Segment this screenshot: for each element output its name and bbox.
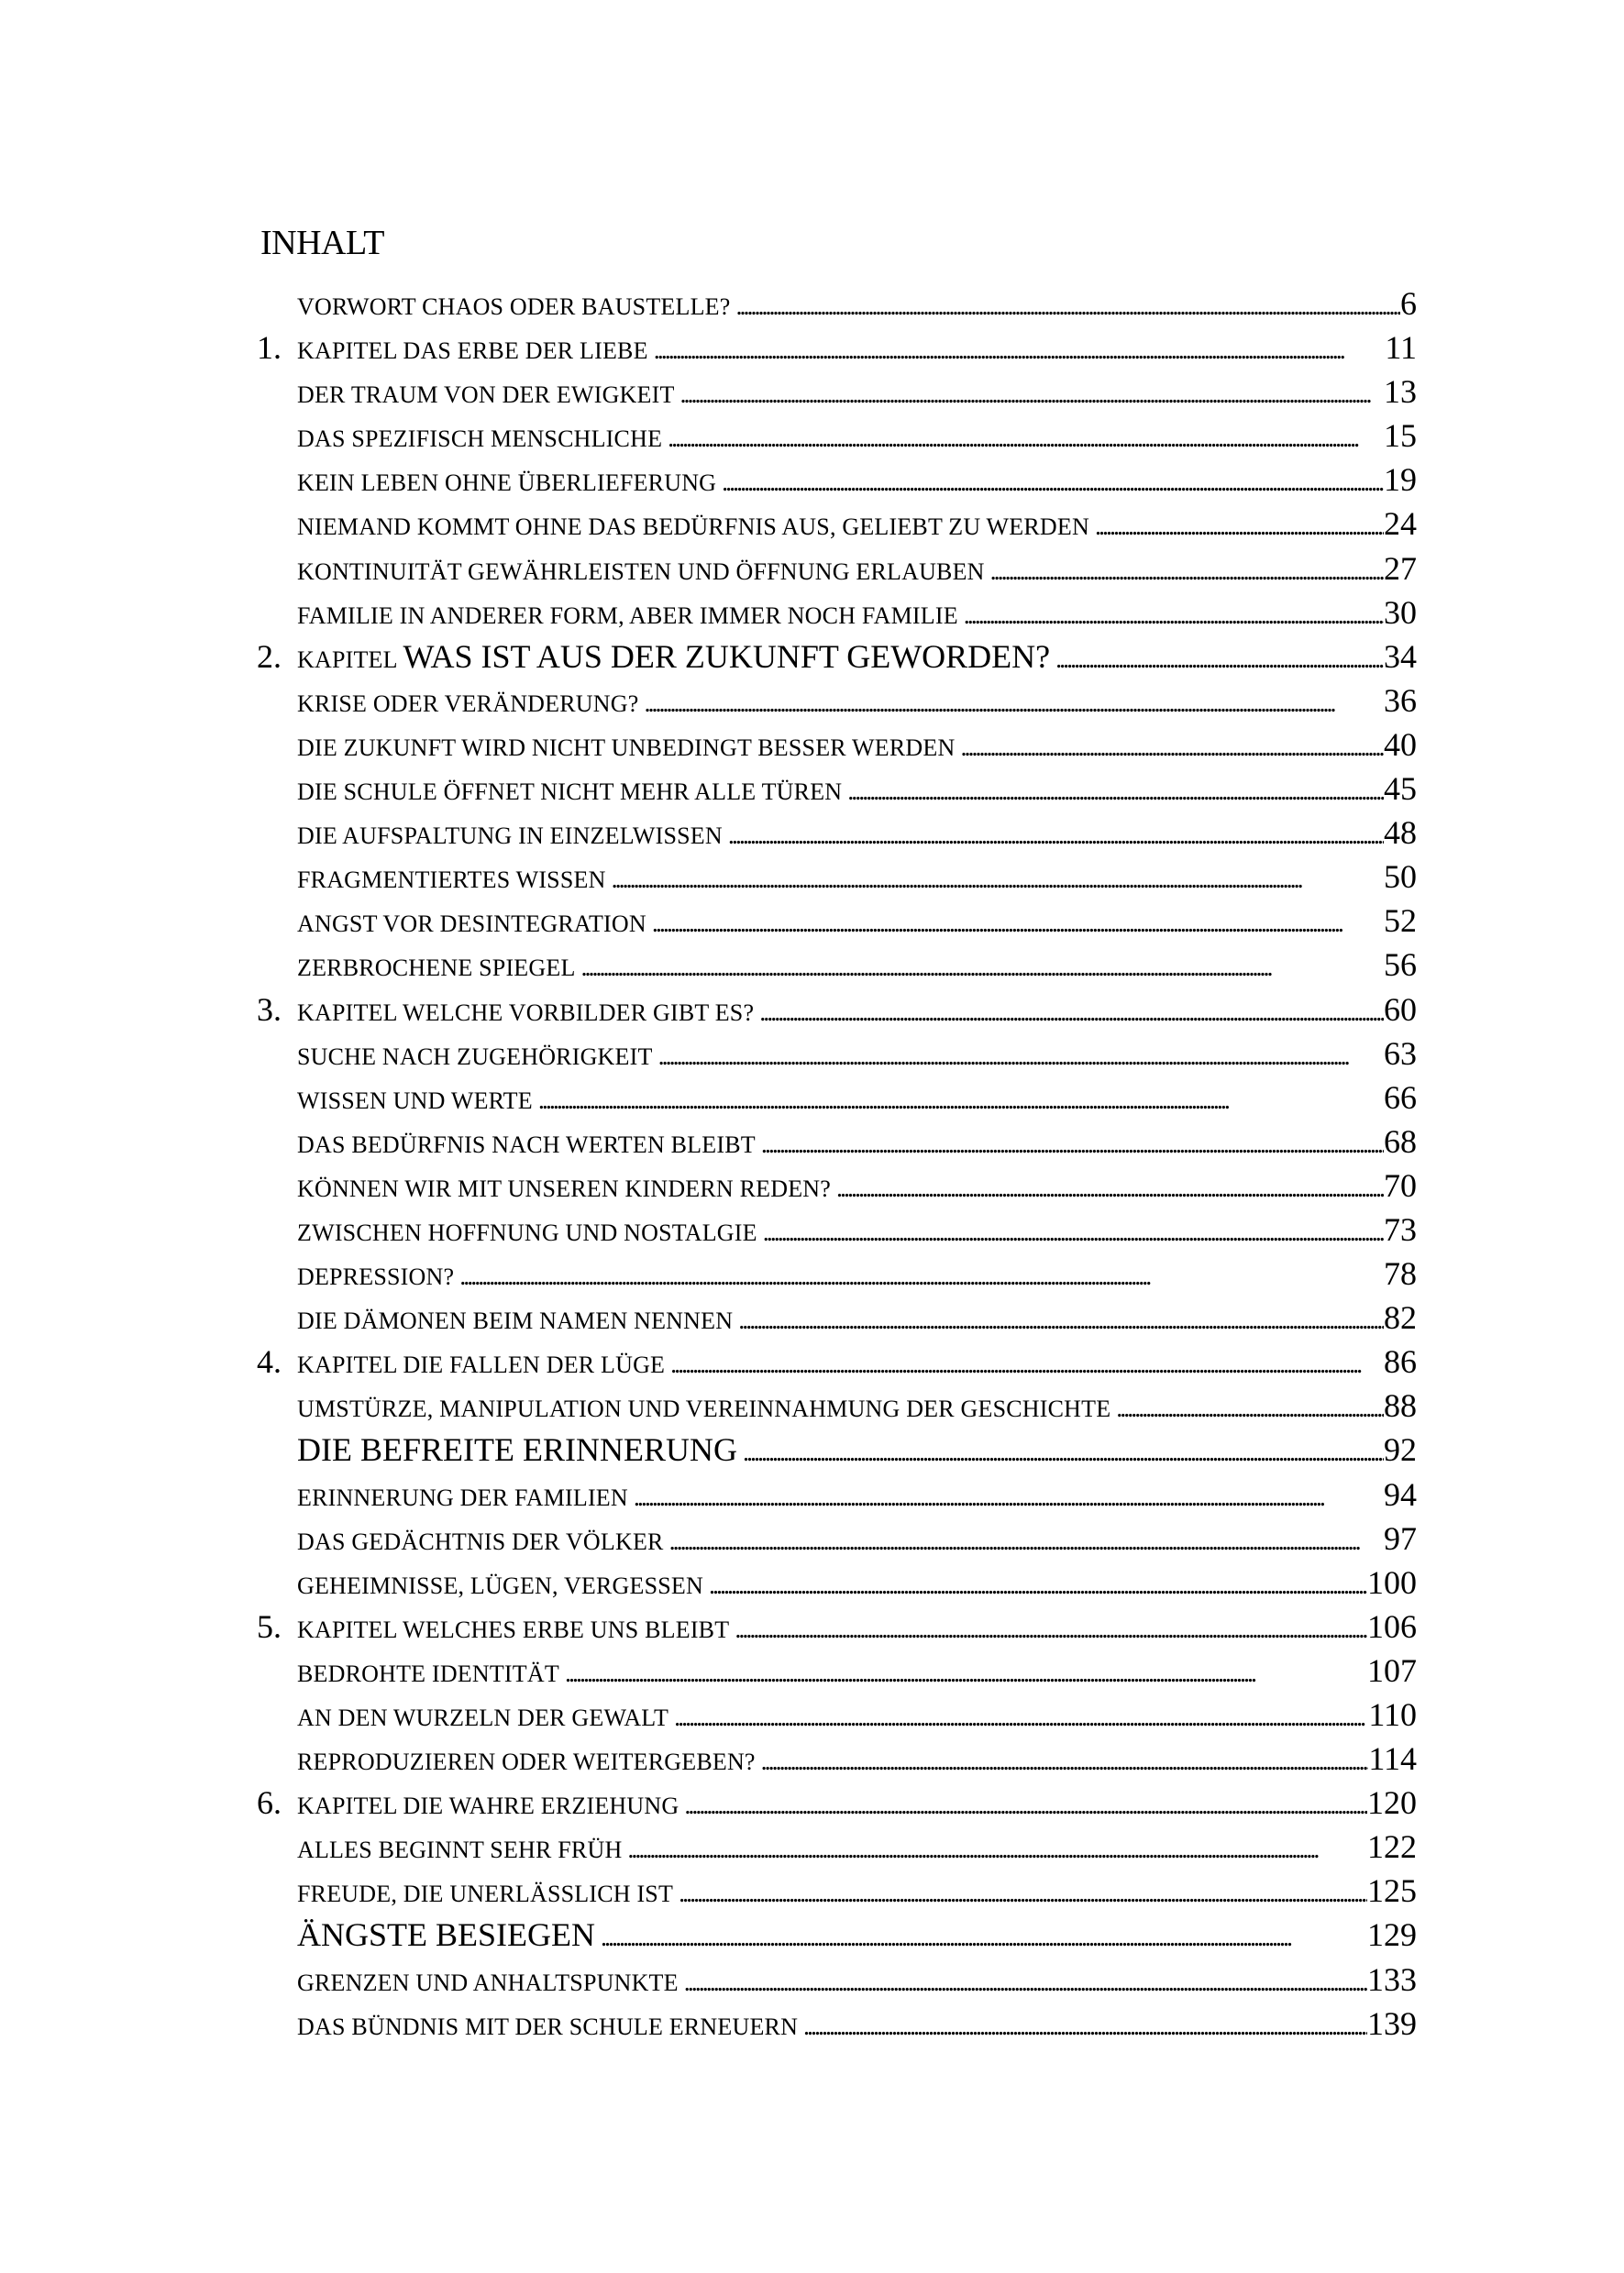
dot-leader (1089, 513, 1384, 542)
entry-title (297, 910, 646, 938)
toc-entry (257, 1607, 1417, 1651)
toc-entry (257, 1960, 1417, 2004)
entry-title-text: DEPRESSION? (297, 1263, 455, 1291)
entry-title-text: DAS ERBE DER LIEBE (403, 337, 648, 365)
entry-title-text: WISSEN UND WERTE (297, 1087, 533, 1114)
page-number: 13 (1384, 373, 1417, 411)
page-number: 129 (1367, 1916, 1417, 1954)
page-number: 56 (1384, 946, 1417, 984)
entry-title-text: SUCHE NACH ZUGEHÖRIGKEIT (297, 1043, 653, 1070)
entry-title (297, 690, 638, 718)
entry-title-text: WAS IST AUS DER ZUKUNFT GEWORDEN? (403, 637, 1051, 675)
entry-title (297, 469, 716, 497)
entry-title (297, 778, 842, 806)
dot-leader (756, 1748, 1369, 1777)
dot-leader (731, 292, 1401, 322)
entry-title-text: FREUDE, DIE UNERLÄSSLICH IST (297, 1881, 674, 1908)
dot-leader (622, 1836, 1367, 1865)
dot-leader (668, 1704, 1368, 1733)
toc-entry (257, 857, 1417, 901)
toc-entry (257, 1871, 1417, 1915)
chapter-label: KAPITEL (297, 999, 397, 1026)
entry-title (297, 1043, 653, 1071)
page-number: 60 (1384, 990, 1417, 1028)
entry-title-text: FAMILIE IN ANDERER FORM, ABER IMMER NOCH FAMILIE (297, 601, 958, 629)
page-number: 86 (1384, 1343, 1417, 1381)
entry-title (297, 1881, 673, 1908)
dot-leader (638, 690, 1384, 719)
page-number: 50 (1384, 858, 1417, 896)
page-number: 15 (1384, 417, 1417, 455)
toc-entry (257, 1122, 1417, 1166)
toc-entry (257, 681, 1417, 725)
toc-entry (257, 1783, 1417, 1827)
entry-title (297, 1430, 737, 1469)
page-number: 125 (1367, 1872, 1417, 1910)
dot-leader (757, 1219, 1384, 1248)
entry-title-text: DIE SCHULE ÖFFNET NICHT MEHR ALLE TÜREN (297, 778, 843, 806)
page-number: 92 (1384, 1431, 1417, 1469)
page-number: 114 (1368, 1740, 1417, 1778)
entry-title-text: ALLES BEGINNT SEHR FRÜH (297, 1837, 623, 1864)
toc-entry (257, 1166, 1417, 1210)
chapter-label: VORWORT (297, 293, 416, 320)
entry-title (297, 425, 662, 453)
entry-title-text: KRISE ODER VERÄNDERUNG? (297, 690, 639, 717)
page-number: 122 (1367, 1828, 1417, 1866)
page-number: 82 (1384, 1299, 1417, 1337)
toc-entry (257, 1563, 1417, 1607)
entry-title (297, 954, 576, 982)
toc-entry (257, 2004, 1417, 2048)
entry-title (297, 1749, 756, 1776)
entry-title-text: DIE WAHRE ERZIEHUNG (403, 1793, 679, 1820)
toc-entry (257, 945, 1417, 989)
toc-entry (257, 1078, 1417, 1122)
entry-title-text: DAS BEDÜRFNIS NACH WERTEN BLEIBT (297, 1131, 756, 1158)
toc-entry (257, 1827, 1417, 1871)
entry-title-text: DAS BÜNDNIS MIT DER SCHULE ERNEUERN (297, 2013, 799, 2040)
entry-title-text: NIEMAND KOMMT OHNE DAS BEDÜRFNIS AUS, GELIEBT ZU WERDEN (297, 513, 1089, 541)
dot-leader (1050, 645, 1384, 675)
entry-title (297, 1396, 1110, 1423)
toc-entry (257, 637, 1417, 681)
entry-title (297, 866, 606, 894)
entry-title (297, 1705, 668, 1732)
dot-leader (703, 1572, 1367, 1601)
page-number: 68 (1384, 1122, 1417, 1160)
entry-title (297, 1087, 533, 1115)
entry-title (297, 637, 1050, 676)
dot-leader (576, 954, 1384, 983)
entry-title (297, 1528, 664, 1556)
entry-title-text: REPRODUZIEREN ODER WEITERGEBEN? (297, 1749, 756, 1776)
dot-leader (679, 1792, 1367, 1821)
entry-title (297, 293, 731, 321)
page-number: 78 (1384, 1255, 1417, 1293)
entry-title-text: UMSTÜRZE, MANIPULATION UND VEREINNAHMUNG DER GESCHICHTE (297, 1396, 1111, 1423)
page-number: 133 (1367, 1960, 1417, 1998)
dot-leader (664, 1528, 1384, 1557)
entry-title (297, 1793, 679, 1820)
entry-title-text: ERINNERUNG DER FAMILIEN (297, 1484, 628, 1511)
entry-title-text: AN DEN WURZELN DER GEWALT (297, 1705, 669, 1731)
dot-leader (756, 1131, 1384, 1160)
dot-leader (733, 1307, 1384, 1336)
page-number: 52 (1384, 902, 1417, 940)
entry-title-text: KÖNNEN WIR MIT UNSEREN KINDERN REDEN? (297, 1175, 832, 1202)
toc-entry (257, 1739, 1417, 1783)
toc-entry (257, 769, 1417, 813)
toc-entry (257, 1475, 1417, 1519)
entry-title-text: WELCHE VORBILDER GIBT ES? (403, 999, 755, 1026)
dot-leader (559, 1660, 1367, 1689)
dot-leader (673, 1880, 1367, 1909)
chapter-label: KAPITEL (297, 1616, 397, 1643)
entry-title (297, 1131, 756, 1159)
page-number: 45 (1384, 770, 1417, 808)
entry-title-text: CHAOS ODER BAUSTELLE? (422, 293, 731, 320)
entry-title-text: DIE BEFREITE ERINNERUNG (297, 1431, 737, 1469)
toc-entry (257, 1342, 1417, 1386)
dot-leader (454, 1263, 1384, 1292)
page-number: 139 (1367, 2004, 1417, 2042)
dot-leader (985, 557, 1384, 587)
page-number: 107 (1367, 1651, 1417, 1689)
entry-title (297, 1219, 757, 1247)
entry-title-text: ZWISCHEN HOFFNUNG UND NOSTALGIE (297, 1219, 757, 1246)
entry-title (297, 999, 754, 1027)
chapter-number: 4. (257, 1343, 282, 1381)
page-number: 66 (1384, 1078, 1417, 1116)
dot-leader (1110, 1395, 1384, 1424)
dot-leader (958, 601, 1384, 631)
dot-leader (646, 910, 1384, 939)
toc-entry (257, 1915, 1417, 1959)
page-number: 11 (1385, 329, 1417, 367)
dot-leader (754, 999, 1384, 1028)
entry-title-text: DIE ZUKUNFT WIRD NICHT UNBEDINGT BESSER WERDEN (297, 734, 956, 761)
toc-entry (257, 1386, 1417, 1430)
page-number: 24 (1384, 505, 1417, 543)
toc-entry (257, 813, 1417, 857)
dot-leader (842, 778, 1384, 807)
page-number: 97 (1384, 1519, 1417, 1557)
dot-leader (628, 1484, 1384, 1513)
toc-entry (257, 593, 1417, 637)
entry-title-text: ANGST VOR DESINTEGRATION (297, 910, 646, 938)
entry-title (297, 1484, 628, 1512)
page-number: 120 (1367, 1784, 1417, 1822)
chapter-number: 6. (257, 1784, 282, 1822)
page-number: 30 (1384, 593, 1417, 631)
entry-title (297, 602, 958, 630)
entry-title (297, 1970, 679, 1997)
entry-title-text: WELCHES ERBE UNS BLEIBT (403, 1616, 730, 1643)
dot-leader (737, 1439, 1384, 1468)
entry-title-text: GRENZEN UND ANHALTSPUNKTE (297, 1969, 679, 1996)
entry-title-text: BEDROHTE IDENTITÄT (297, 1660, 559, 1687)
entry-title-text: ZERBROCHENE SPIEGEL (297, 954, 576, 982)
table-of-contents (257, 284, 1417, 2048)
toc-entry (257, 416, 1417, 460)
toc-entry (257, 1254, 1417, 1298)
page-number: 27 (1384, 549, 1417, 587)
dot-leader (955, 734, 1384, 763)
dot-leader (662, 425, 1384, 454)
entry-title (297, 1308, 733, 1335)
toc-entry (257, 460, 1417, 504)
page-number: 70 (1384, 1166, 1417, 1204)
chapter-label: KAPITEL (297, 337, 397, 365)
entry-title (297, 513, 1089, 541)
chapter-label: KAPITEL (297, 1793, 397, 1820)
entry-title-text: FRAGMENTIERTES WISSEN (297, 866, 606, 894)
page-number: 19 (1384, 461, 1417, 499)
entry-title (297, 1915, 595, 1954)
toc-entry (257, 1695, 1417, 1739)
page-number: 34 (1384, 637, 1417, 675)
toc-entry (257, 372, 1417, 416)
toc-heading: INHALT (260, 224, 384, 262)
toc-entry (257, 504, 1417, 548)
chapter-number: 1. (257, 329, 282, 367)
chapter-number: 2. (257, 637, 282, 675)
dot-leader (648, 337, 1386, 366)
entry-title-text: DER TRAUM VON DER EWIGKEIT (297, 381, 675, 409)
page-number: 100 (1367, 1563, 1417, 1601)
dot-leader (723, 822, 1384, 851)
toc-entry (257, 284, 1417, 328)
dot-leader (533, 1087, 1384, 1116)
dot-leader (729, 1616, 1367, 1645)
page-number: 88 (1384, 1387, 1417, 1425)
chapter-label: KAPITEL (297, 1352, 397, 1379)
dot-leader (679, 1969, 1367, 1998)
page-number: 48 (1384, 814, 1417, 852)
entry-title (297, 1175, 831, 1203)
dot-leader (665, 1351, 1384, 1380)
toc-entry (257, 990, 1417, 1034)
toc-entry (257, 1210, 1417, 1254)
entry-title (297, 822, 723, 850)
toc-entry (257, 901, 1417, 945)
toc-entry (257, 1298, 1417, 1342)
entry-title (297, 1352, 665, 1379)
page-number: 36 (1384, 681, 1417, 719)
entry-title (297, 2014, 798, 2041)
toc-entry (257, 328, 1417, 372)
entry-title-text: KONTINUITÄT GEWÄHRLEISTEN UND ÖFFNUNG ERLAUBEN (297, 557, 985, 585)
entry-title (297, 558, 985, 586)
toc-entry (257, 1651, 1417, 1695)
entry-title (297, 1661, 559, 1688)
dot-leader (595, 1924, 1367, 1953)
dot-leader (716, 469, 1384, 498)
dot-leader (653, 1043, 1384, 1072)
page-number: 94 (1384, 1475, 1417, 1513)
entry-title-text: DAS GEDÄCHTNIS DER VÖLKER (297, 1528, 664, 1555)
entry-title (297, 1263, 454, 1291)
chapter-number: 5. (257, 1607, 282, 1645)
page-number: 106 (1367, 1607, 1417, 1645)
entry-title (297, 381, 675, 409)
page-number: 40 (1384, 725, 1417, 763)
chapter-number: 3. (257, 990, 282, 1028)
entry-title (297, 734, 955, 762)
entry-title-text: DIE DÄMONEN BEIM NAMEN NENNEN (297, 1308, 734, 1335)
entry-title (297, 1572, 703, 1600)
entry-title-text: DIE FALLEN DER LÜGE (403, 1352, 666, 1379)
chapter-label: KAPITEL (297, 645, 397, 673)
entry-title-text: ÄNGSTE BESIEGEN (297, 1916, 595, 1954)
toc-entry (257, 725, 1417, 769)
entry-title (297, 337, 648, 365)
page-number: 63 (1384, 1034, 1417, 1072)
dot-leader (675, 381, 1384, 410)
page-number: 73 (1384, 1210, 1417, 1248)
page-number: 6 (1400, 285, 1417, 322)
entry-title-text: KEIN LEBEN OHNE ÜBERLIEFERUNG (297, 469, 717, 497)
toc-entry (257, 1519, 1417, 1563)
dot-leader (831, 1175, 1384, 1204)
toc-entry (257, 549, 1417, 593)
dot-leader (606, 866, 1384, 895)
dot-leader (798, 2013, 1367, 2042)
entry-title (297, 1837, 622, 1864)
toc-entry (257, 1034, 1417, 1078)
entry-title-text: GEHEIMNISSE, LÜGEN, VERGESSEN (297, 1572, 703, 1599)
entry-title-text: DAS SPEZIFISCH MENSCHLICHE (297, 425, 663, 453)
entry-title (297, 1616, 729, 1644)
entry-title-text: DIE AUFSPALTUNG IN EINZELWISSEN (297, 822, 723, 850)
toc-entry (257, 1430, 1417, 1474)
page-number: 110 (1368, 1696, 1417, 1733)
